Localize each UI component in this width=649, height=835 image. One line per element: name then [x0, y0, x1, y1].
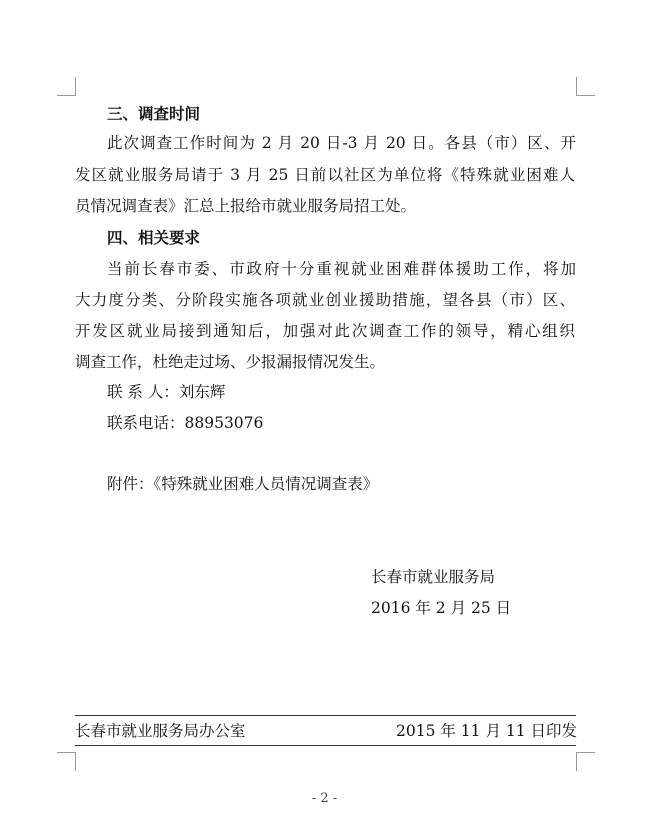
paragraph-line: 员情况调查表》汇总上报给市就业服务局招工处。	[75, 197, 417, 215]
crop-mark-bottom-left	[57, 752, 76, 771]
section-4-heading: 四、相关要求	[107, 229, 201, 247]
attachment-line: 附件：《特殊就业困难人员情况调查表》	[107, 475, 379, 493]
contact-person: 联 系 人：刘东辉	[107, 383, 226, 401]
footer-bottom-rule	[75, 745, 576, 746]
crop-mark-top-left	[57, 77, 76, 96]
paragraph-line: 开发区就业局接到通知后，加强对此次调查工作的领导，精心组织	[75, 322, 575, 340]
signature-date: 2016 年 2 月 25 日	[371, 599, 512, 617]
paragraph-line: 此次调查工作时间为 2 月 20 日-3 月 20 日。各县（市）区、开	[107, 134, 576, 152]
footer-top-rule	[75, 715, 576, 716]
paragraph-line: 调查工作，杜绝走过场、少报漏报情况发生。	[75, 353, 386, 371]
paragraph-line: 大力度分类、分阶段实施各项就业创业援助措施，望各县（市）区、	[75, 291, 575, 309]
crop-mark-top-right	[576, 77, 595, 96]
contact-phone: 联系电话：88953076	[107, 414, 264, 432]
footer-issuer: 长春市就业服务局办公室	[75, 722, 246, 740]
paragraph-line: 发区就业服务局请于 3 月 25 日前以社区为单位将《特殊就业困难人	[75, 166, 575, 184]
page-number: - 2 -	[311, 791, 338, 806]
crop-mark-bottom-right	[576, 752, 595, 771]
section-3-heading: 三、调查时间	[107, 105, 201, 123]
paragraph-line: 当前长春市委、市政府十分重视就业困难群体援助工作，将加	[107, 260, 576, 278]
signature-org: 长春市就业服务局	[371, 568, 496, 586]
footer-issued-date: 2015 年 11 月 11 日印发	[396, 722, 578, 740]
